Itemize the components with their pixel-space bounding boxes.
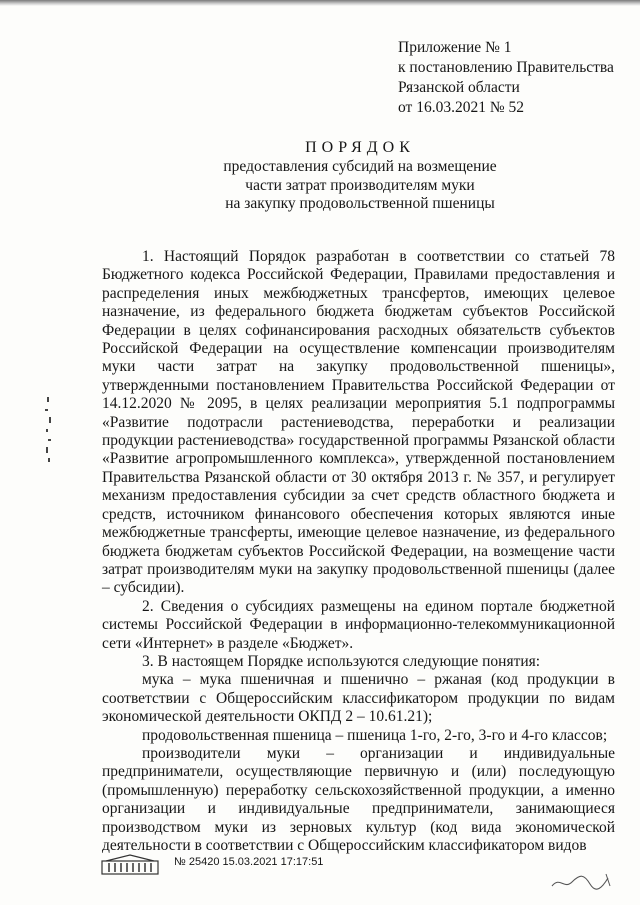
- appendix-line-4: от 16.03.2021 № 52: [398, 99, 524, 116]
- title-heading: ПОРЯДОК: [305, 139, 415, 156]
- registration-number: № 25420 15.03.2021 17:17:51: [174, 856, 324, 868]
- paragraph-5: продовольственная пшеница – пшеница 1-го, 2-го, 3-го и 4-го классов;: [142, 726, 608, 744]
- paragraph-2: 2. Сведения о субсидиях размещены на едином портале бюджетной системы Российской Федерации в информационно-телекоммуникационной сети «Интернет» в разделе «Бюджет».: [102, 597, 615, 652]
- appendix-line-1: Приложение № 1: [398, 39, 512, 56]
- title-line-2: части затрат производителям муки: [245, 176, 475, 194]
- appendix-block: [398, 38, 614, 118]
- paragraph-3: 3. В настоящем Порядке используются следующие понятия:: [142, 652, 541, 670]
- document-footer: [100, 852, 360, 882]
- document-title: [200, 138, 520, 214]
- title-line-3: на закупку продовольственной пшеницы: [225, 195, 495, 212]
- registry-stamp-icon: [100, 852, 160, 876]
- paragraph-6: производители муки – организации и индивидуальные предприниматели, осуществляющие первичную и (или) последующую (промышленную) переработку сельскохозяйственной продукции, а именно организации и индивидуальные предприниматели, занимающиеся производством муки из зерновых культур (код вида экономической деятельности в соответствии с Общероссийским классификатором видов: [102, 744, 615, 854]
- margin-marks: [40, 395, 56, 465]
- scan-edge: [0, 0, 640, 6]
- document-body: [102, 248, 615, 855]
- paragraph-4: мука – мука пшеничная и пшенично – ржаная (код продукции в соответствии с Общероссийским классификатором продукции по видам экономической деятельности ОКПД 2 – 10.61.21);: [102, 671, 615, 726]
- appendix-line-3: Рязанской области: [398, 79, 520, 96]
- appendix-line-2: к постановлению Правительства: [398, 59, 614, 76]
- paragraph-1: 1. Настоящий Порядок разработан в соответствии со статьей 78 Бюджетного кодекса Российской Федерации, Правилами предоставления и распределения иных межбюджетных трансфертов, имеющих целевое назначение, из федерального бюджета бюджетам субъектов Российской Федерации в целях софинансирования расходных обязательств субъектов Российской Федерации на осуществление компенсации производителям муки части затрат на закупку продовольственной пшеницы», утвержденными постановлением Правительства Российской Федерации от 14.12.2020 № 2095, в целях реализации мероприятия 5.1 подпрограммы «Развитие подотрасли растениеводства, переработки и реализации продукции растениеводства» государственной программы Рязанской области «Развитие агропромышленного комплекса», утвержденной постановлением Правительства Рязанской области от 30 октября 2013 г. № 357, и регулирует механизм предоставления субсидии за счет средств областного бюджета и средств, источником финансового обеспечения которых являются иные межбюджетные трансферты, имеющие целевое назначение, из федерального бюджета бюджетам субъектов Российской Федерации, на возмещение части затрат производителям муки на закупку продовольственной пшеницы (далее – субсидии).: [102, 248, 615, 597]
- signature-mark-icon: [548, 868, 618, 892]
- title-line-1: предоставления субсидий на возмещение: [223, 158, 497, 175]
